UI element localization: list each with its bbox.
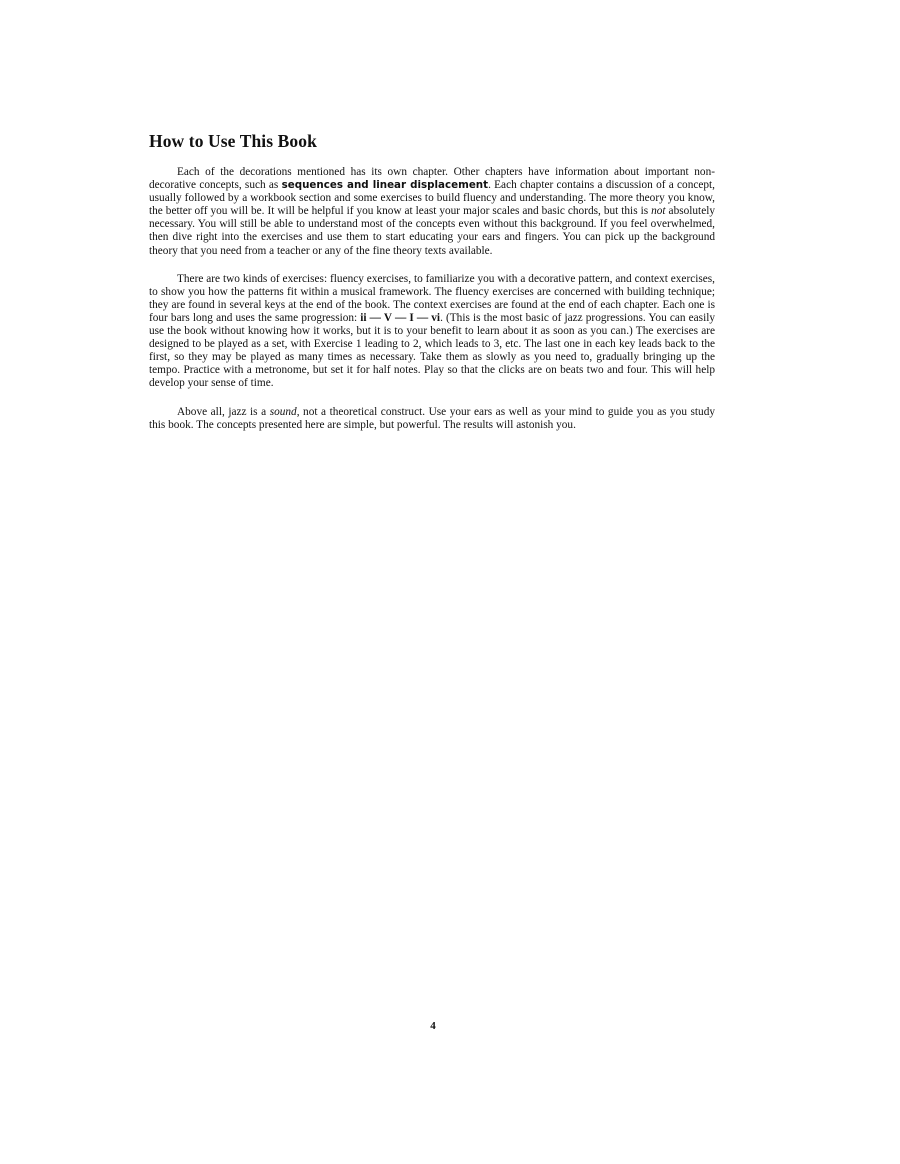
emphasis-not: not: [651, 205, 666, 218]
body-text: [149, 166, 715, 447]
paragraph-3: [149, 406, 715, 432]
section-title: How to Use This Book: [149, 131, 317, 151]
paragraph-3-text-a: Above all, jazz is a: [177, 405, 270, 418]
paragraph-3-text-b: , not a theoretical construct. Use your ears as well as your mind to guide you as you study this book. The concepts presented here are simple, but powerful. The results will astonish you.: [149, 405, 715, 431]
paragraph-2-text-a: There are two kinds of exercises: fluency exercises, to familiarize you with a decorative pattern, and context exercises, to show you how the patterns fit within a musical framework. The fluency exercises are concerned with building technique; they are found in several keys at the end of the book. The context exercises are found at the end of each chapter. Each one is four bars long and uses the same progression:: [149, 272, 715, 324]
paragraph-2: [149, 273, 715, 391]
paragraph-2-text-b: . (This is the most basic of jazz progressions. You can easily use the book without knowing how it works, but it is to your benefit to learn about it as soon as you can.) The exercises are designed to be played as a set, with Exercise 1 leading to 2, which leads to 3, etc. The last one in each key leads back to the first, so they may be played as many times as necessary. Take them as slowly as you need to, gradually bringing up the tempo. Practice with a metronome, but set it for half notes. Play so that the clicks are on beats two and four. This will help develop your sense of time.: [149, 311, 715, 390]
page-number: 4: [430, 1020, 436, 1032]
chord-progression: ii — V — I — vi: [360, 311, 441, 324]
paragraph-1: [149, 166, 715, 258]
term-sequences: sequences: [281, 179, 343, 192]
paragraph-1-text-a: Each of the decorations mentioned has its own chapter. Other chapters have information about important non-decorative concepts, such as: [149, 166, 715, 192]
paragraph-1-text-b: and: [342, 179, 373, 192]
term-linear-displacement: linear displacement: [372, 179, 489, 192]
paragraph-1-text-c: . Each chapter contains a discussion of a concept, usually followed by a workbook section and some exercises to build fluency and understanding. The more theory you know, the better off you will be. It will be helpful if you know at least your major scales and basic chords, but this is: [149, 179, 715, 218]
emphasis-sound: sound: [269, 405, 297, 418]
paragraph-1-text-d: absolutely necessary. You will still be able to understand most of the concepts even without this background. If you feel overwhelmed, then dive right into the exercises and use them to start educating your ears and fingers. You can pick up the background theory that you need from a teacher or any of the fine theory texts available.: [149, 205, 715, 257]
